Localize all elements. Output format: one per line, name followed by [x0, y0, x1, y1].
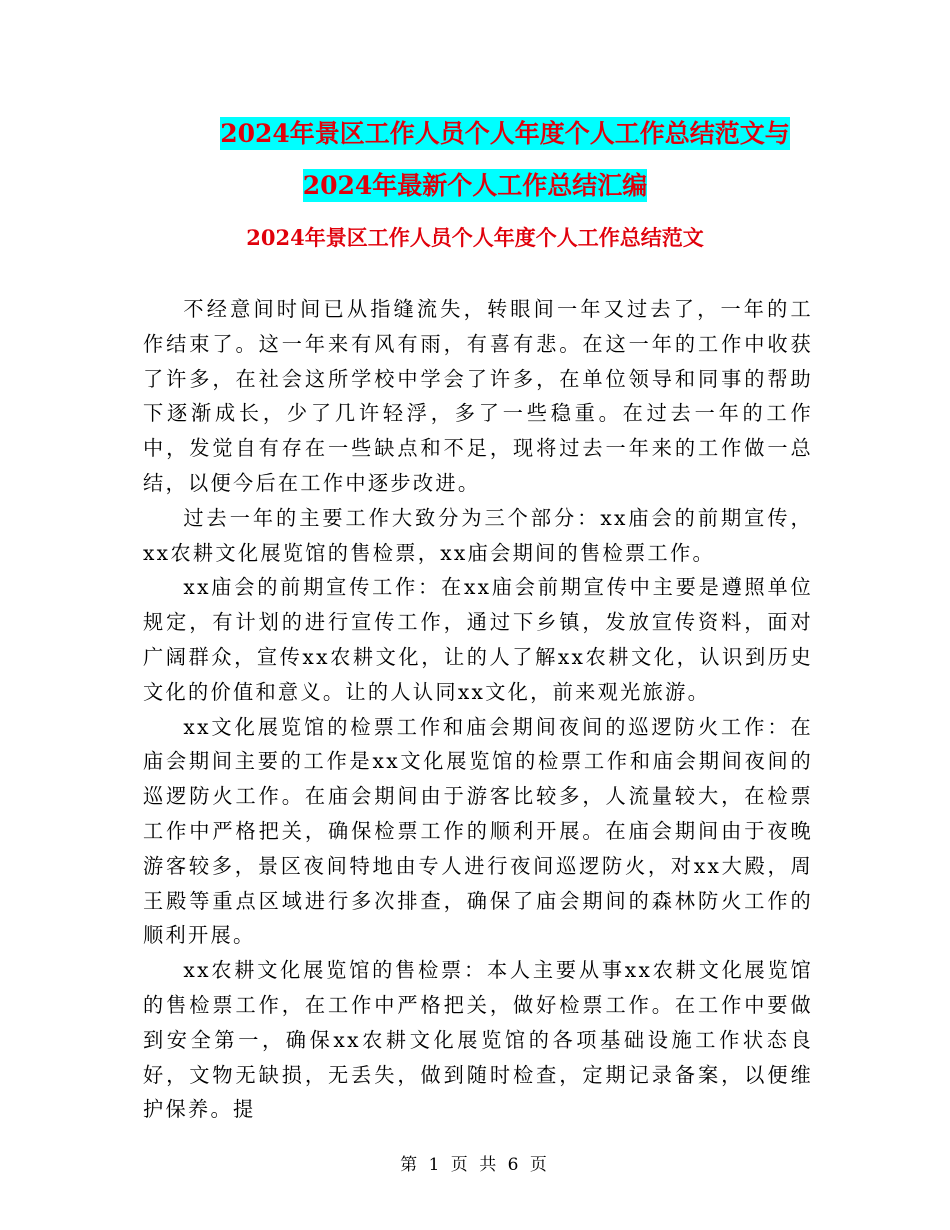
paragraph: 不经意间时间已从指缝流失，转眼间一年又过去了，一年的工作结束了。这一年来有风有雨，有喜有悲。在这一年的工作中收获了许多，在社会这所学校中学会了许多，在单位领导和同事的帮助下逐渐成长，少了几许轻浮，多了一些稳重。在过去一年的工作中，发觉自有存在一些缺点和不足，现将过去一年来的工作做一总结，以便今后在工作中逐步改进。: [143, 297, 813, 495]
title-line-1: 2024年景区工作人员个人年度个人工作总结范文与: [220, 119, 790, 148]
page-footer: 第 1 页 共 6 页: [400, 1155, 550, 1175]
paragraph: 过去一年的主要工作大致分为三个部分：xx庙会的前期宣传，xx农耕文化展览馆的售检票，xx庙会期间的售检票工作。: [143, 505, 813, 565]
paragraph: xx文化展览馆的检票工作和庙会期间夜间的巡逻防火工作：在庙会期间主要的工作是xx文化展览馆的检票工作和庙会期间夜间的巡逻防火工作。在庙会期间由于游客比较多，人流量较大，在检票工作中严格把关，确保检票工作的顺利开展。在庙会期间由于夜晚游客较多，景区夜间特地由专人进行夜间巡逻防火，对xx大殿，周王殿等重点区域进行多次排查，确保了庙会期间的森林防火工作的顺利开展。: [143, 714, 813, 948]
paragraph: xx庙会的前期宣传工作：在xx庙会前期宣传中主要是遵照单位规定，有计划的进行宣传工作，通过下乡镇，发放宣传资料，面对广阔群众，宣传xx农耕文化，让的人了解xx农耕文化，认识到历史文化的价值和意义。让的人认同xx文化，前来观光旅游。: [143, 575, 813, 704]
body-text: [143, 292, 813, 1127]
paragraph: xx农耕文化展览馆的售检票：本人主要从事xx农耕文化展览馆的售检票工作，在工作中严格把关，做好检票工作。在工作中要做到安全第一，确保xx农耕文化展览馆的各项基础设施工作状态良好，文物无缺损，无丢失，做到随时检查，定期记录备案，以便维护保养。提: [143, 958, 813, 1122]
document-title: [0, 108, 950, 212]
section-title: 2024年景区工作人员个人年度个人工作总结范文: [246, 225, 704, 250]
title-line-2: 2024年最新个人工作总结汇编: [302, 171, 648, 200]
